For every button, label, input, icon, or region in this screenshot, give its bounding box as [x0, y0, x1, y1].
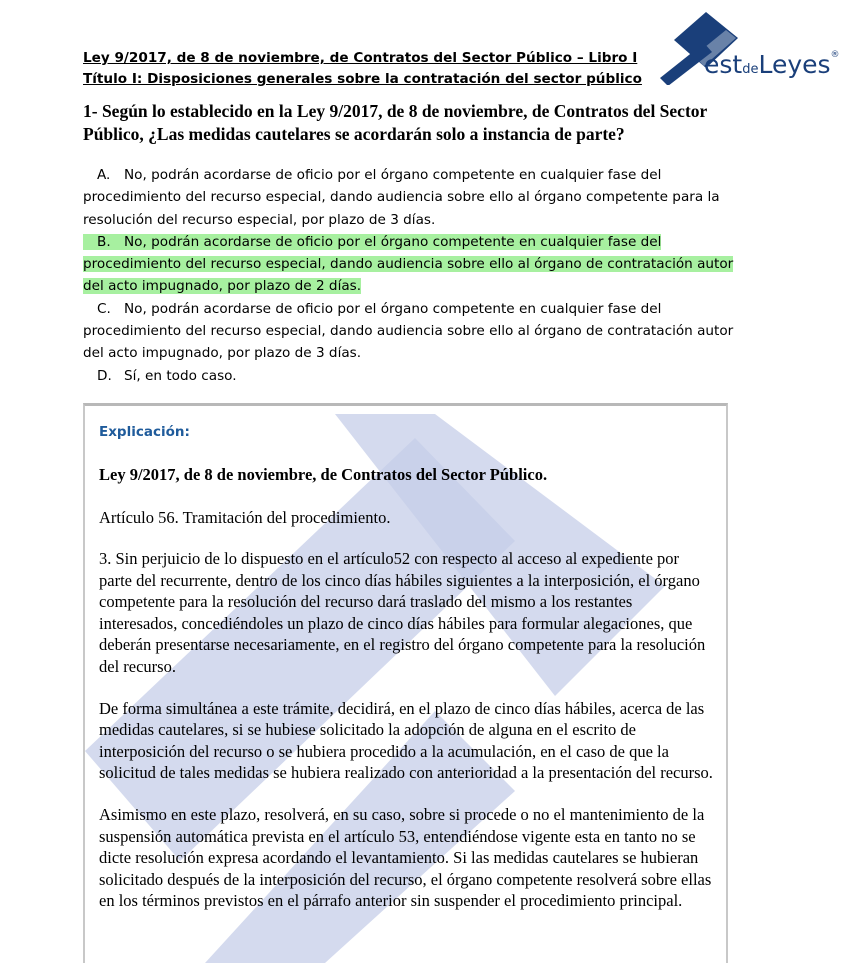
explanation-paragraph: De forma simultánea a este trámite, decidirá, en el plazo de cinco días hábiles, acerca de las medidas cautelares, si se hubiese solicitado la adopción de alguna en el escrito de interposición del recurso o se hubiera procedido a la acumulación, en el caso de que la solicitud de tales medidas se hubiera realizado con anterioridad a la presentación del recurso.: [99, 698, 713, 783]
article-title: Artículo 56. Tramitación del procedimiento.: [99, 508, 391, 527]
explanation-heading: Ley 9/2017, de 8 de noviembre, de Contratos del Sector Público.: [99, 465, 548, 484]
option-b[interactable]: B. No, podrán acordarse de oficio por el órgano competente en cualquier fase del procedimiento del recurso especial, dando audiencia sobre ello al órgano de contratación autor del acto impugnado, por plazo de 2 días.: [83, 233, 734, 295]
explanation-box: [83, 403, 728, 963]
document-title: Ley 9/2017, de 8 de noviembre, de Contratos del Sector Público – Libro I Título I: Disposiciones generales sobre la contratación del sector público: [83, 50, 642, 87]
explanation-paragraph: Asimismo en este plazo, resolverá, en su caso, sobre si procede o no el mantenimiento de la suspensión automática prevista en el artículo 53, entendiéndose vigente esta en tanto no se dicte resolución expresa acordando el levantamiento. Si las medidas cautelares se hubieran solicitado después de la interposición del recurso, el órgano competente resolverá sobre ellas en los términos previstos en el párrafo anterior sin suspender el procedimiento principal.: [99, 804, 712, 911]
answer-options: [83, 164, 743, 387]
option-c[interactable]: C. No, podrán acordarse de oficio por el órgano competente en cualquier fase del procedimiento del recurso especial, dando audiencia sobre ello al órgano de contratación autor del acto impugnado, por plazo de 3 días.: [83, 300, 734, 362]
option-d[interactable]: D. Sí, en todo caso.: [97, 367, 237, 384]
option-a[interactable]: A. No, podrán acordarse de oficio por el órgano competente en cualquier fase del procedimiento del recurso especial, dando audiencia sobre ello al órgano competente para la resolución del recurso especial, por plazo de 3 días.: [83, 167, 720, 228]
logo-wordmark: estdeLeyes®: [704, 50, 840, 79]
question-text: 1- Según lo establecido en la Ley 9/2017, de 8 de noviembre, de Contratos del Sector Público, ¿Las medidas cautelares se acordarán solo a instancia de parte?: [83, 101, 707, 144]
explanation-label: Explicación:: [99, 424, 190, 440]
explanation-paragraph: 3. Sin perjuicio de lo dispuesto en el artículo52 con respecto al acceso al expediente por parte del recurrente, dentro de los cinco días hábiles siguientes a la interposición, el órgano competente para la resolución del recurso dará traslado del mismo a los restantes interesados, concediéndoles un plazo de cinco días hábiles para formular alegaciones, que deberán presentarse necesariamente, en el registro del órgano competente para la resolución del recurso.: [99, 549, 706, 676]
